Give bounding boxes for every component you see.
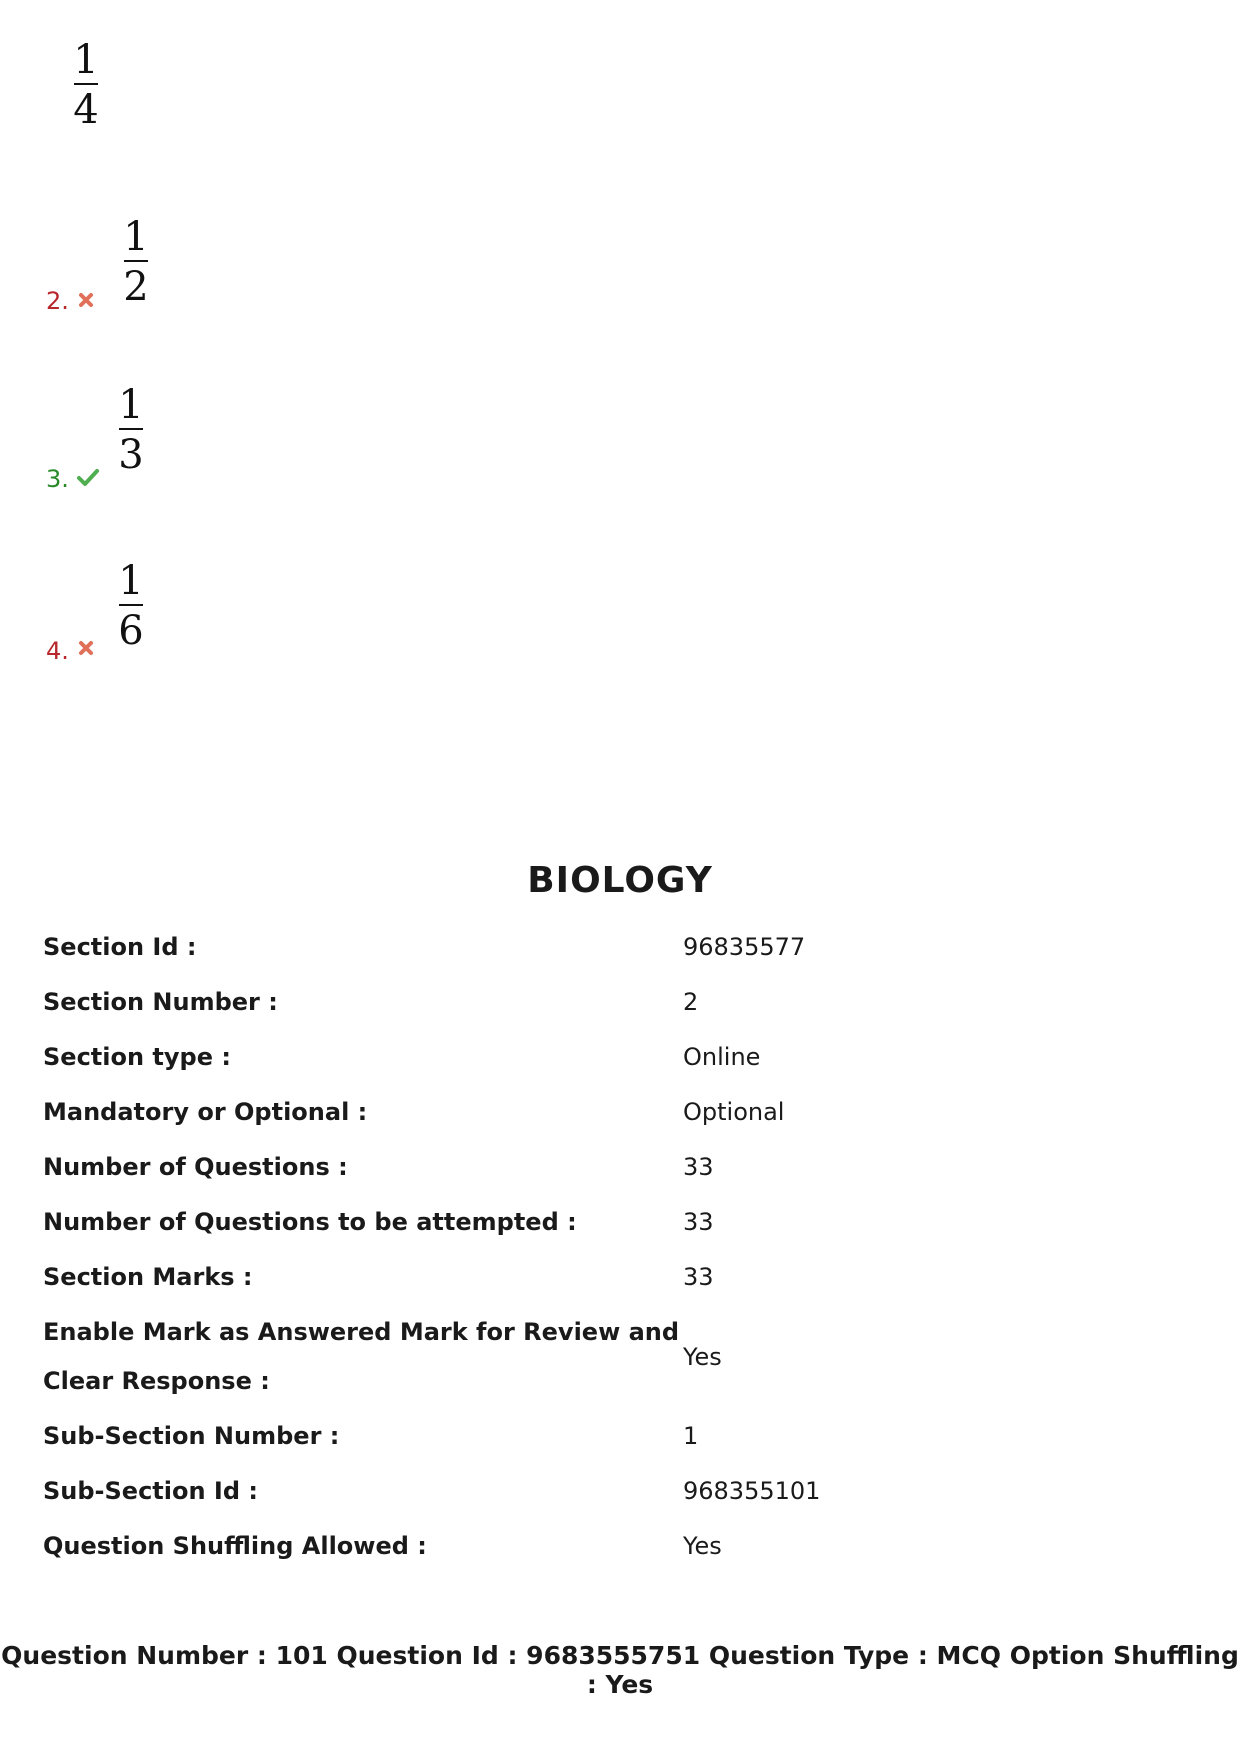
table-row [43,1030,1203,1085]
table-row [43,975,1203,1030]
fraction-1 [66,37,106,133]
fraction-numerator: 1 [118,558,144,604]
table-row [43,1519,1203,1574]
row-label: Section Marks : [43,1263,253,1291]
row-label: Section Id : [43,933,197,961]
row-value: 33 [683,1153,714,1181]
row-label: Section Number : [43,988,278,1016]
fraction-3 [111,382,151,478]
fraction-numerator: 1 [123,214,149,260]
row-value: 2 [683,988,699,1016]
fraction-numerator: 1 [118,382,144,428]
fraction-4 [111,558,151,654]
fraction-denominator: 4 [73,87,99,133]
table-row [43,1250,1203,1305]
section-title: BIOLOGY [527,860,713,901]
row-label: Mandatory or Optional : [43,1098,368,1126]
section-info-table [43,920,1203,1574]
check-icon [76,467,100,487]
fraction-2 [116,214,156,310]
row-label: Sub-Section Id : [43,1477,258,1505]
row-label: Question Shuffling Allowed : [43,1532,427,1560]
row-value: Yes [683,1532,722,1560]
row-label: Enable Mark as Answered Mark for Review and Clear Response : [43,1318,680,1395]
table-row [43,1195,1203,1250]
table-row [43,1085,1203,1140]
row-value: Online [683,1043,761,1071]
fraction-bar [74,83,98,85]
question-header: Question Number : 101 Question Id : 9683555751 Question Type : MCQ Option Shuffling : Yes [1,1641,1239,1699]
row-label: Number of Questions : [43,1153,348,1181]
fraction-denominator: 6 [118,608,144,654]
row-label: Section type : [43,1043,231,1071]
fraction-bar [124,260,148,262]
row-value: Yes [683,1342,722,1371]
fraction-numerator: 1 [73,37,99,83]
row-value: 33 [683,1263,714,1291]
row-value: 33 [683,1208,714,1236]
table-row [43,1140,1203,1195]
fraction-bar [119,604,143,606]
row-value: 96835577 [683,933,806,961]
option-number: 4. [46,637,69,665]
table-row [43,1464,1203,1519]
row-value: 968355101 [683,1477,821,1505]
table-row [43,1305,1203,1409]
table-row [43,1409,1203,1464]
row-label: Number of Questions to be attempted : [43,1208,577,1236]
fraction-denominator: 2 [123,264,149,310]
fraction-bar [119,428,143,430]
row-value: 1 [683,1422,699,1450]
row-label: Sub-Section Number : [43,1422,340,1450]
table-row [43,920,1203,975]
cross-icon [77,291,95,309]
option-number: 2. [46,287,69,315]
row-value: Optional [683,1098,785,1126]
cross-icon [77,639,95,657]
option-number: 3. [46,465,69,493]
fraction-denominator: 3 [118,432,144,478]
